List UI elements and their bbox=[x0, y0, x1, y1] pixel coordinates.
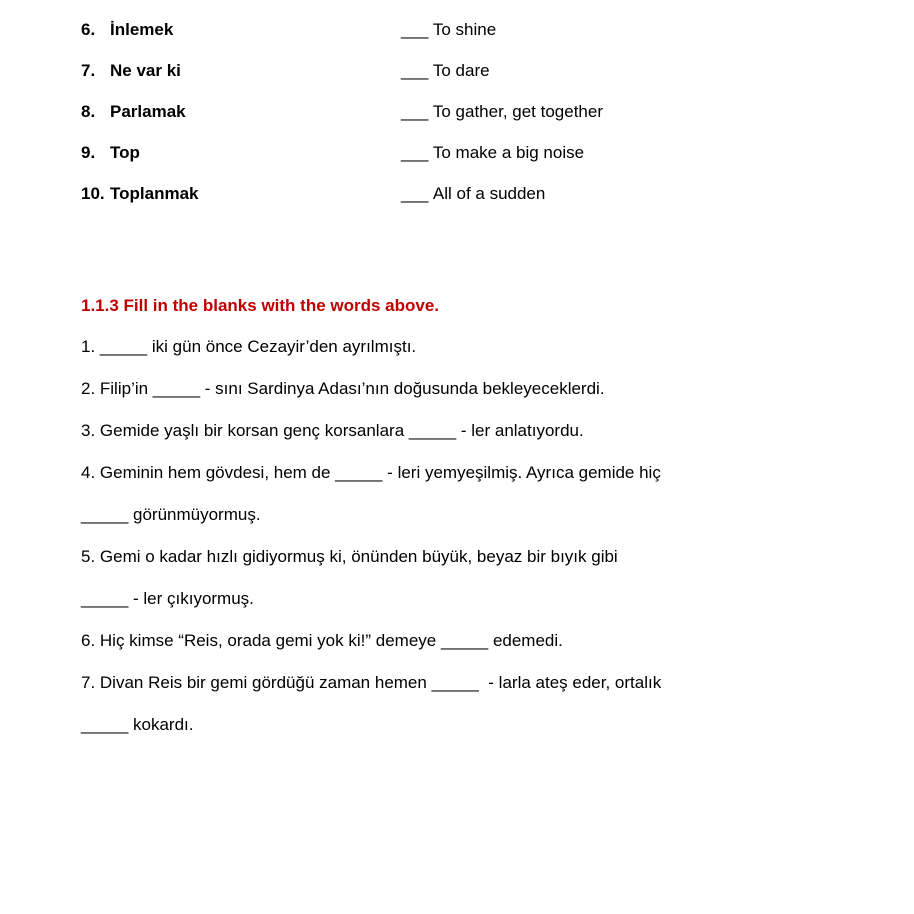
fill-in-blanks-heading: 1.1.3 Fill in the blanks with the words above. bbox=[81, 296, 440, 315]
matching-item-definition: All of a sudden bbox=[432, 184, 546, 203]
fill-in-blanks-line-continuation[interactable]: _____ görünmüyormuş. bbox=[81, 505, 261, 524]
fill-in-blanks-line[interactable]: 4. Geminin hem gövdesi, hem de _____ - leri yemyeşilmiş. Ayrıca gemide hiç bbox=[81, 463, 661, 482]
matching-row bbox=[81, 20, 854, 61]
matching-item-term: Top bbox=[110, 143, 140, 162]
matching-item-number: 10. bbox=[81, 184, 105, 203]
fill-in-blanks-line[interactable]: 6. Hiç kimse “Reis, orada gemi yok ki!” demeye _____ edemedi. bbox=[81, 631, 563, 650]
fill-in-blanks-line-continuation[interactable]: _____ kokardı. bbox=[81, 715, 194, 734]
matching-item-definition: To make a big noise bbox=[432, 143, 585, 162]
fill-in-blanks-line-continuation[interactable]: _____ - ler çıkıyormuş. bbox=[81, 589, 254, 608]
matching-item-number: 8. bbox=[81, 102, 96, 121]
section-spacer bbox=[81, 225, 854, 285]
matching-answer-blank[interactable]: ___ bbox=[401, 184, 428, 203]
matching-item-number: 7. bbox=[81, 61, 96, 80]
fill-in-blanks-line[interactable]: 3. Gemide yaşlı bir korsan genç korsanlara _____ - ler anlatıyordu. bbox=[81, 421, 584, 440]
matching-row bbox=[81, 184, 854, 225]
matching-item-term: İnlemek bbox=[110, 20, 174, 39]
fill-in-blanks-line[interactable]: 5. Gemi o kadar hızlı gidiyormuş ki, önünden büyük, beyaz bir bıyık gibi bbox=[81, 547, 618, 566]
matching-item-definition: To gather, get together bbox=[432, 102, 603, 121]
matching-item-term: Ne var ki bbox=[110, 61, 181, 80]
matching-row bbox=[81, 61, 854, 102]
matching-item-number: 9. bbox=[81, 143, 96, 162]
matching-exercise-list bbox=[81, 20, 854, 225]
matching-row bbox=[81, 102, 854, 143]
matching-item-definition: To dare bbox=[432, 61, 490, 80]
matching-answer-blank[interactable]: ___ bbox=[401, 143, 428, 162]
fill-in-blanks-line[interactable]: 7. Divan Reis bir gemi gördüğü zaman hemen _____ - larla ateş eder, ortalık bbox=[81, 673, 662, 692]
matching-item-term: Toplanmak bbox=[110, 184, 199, 203]
matching-answer-blank[interactable]: ___ bbox=[401, 20, 428, 39]
matching-answer-blank[interactable]: ___ bbox=[401, 102, 428, 121]
fill-in-blanks-line[interactable]: 2. Filip’in _____ - sını Sardinya Adası’nın doğusunda bekleyeceklerdi. bbox=[81, 379, 605, 398]
matching-answer-blank[interactable]: ___ bbox=[401, 61, 428, 80]
matching-row bbox=[81, 143, 854, 184]
fill-in-blanks-line[interactable]: 1. _____ iki gün önce Cezayir’den ayrılmıştı. bbox=[81, 337, 417, 356]
matching-item-number: 6. bbox=[81, 20, 96, 39]
matching-item-definition: To shine bbox=[432, 20, 497, 39]
matching-item-term: Parlamak bbox=[110, 102, 186, 121]
fill-in-blanks-list bbox=[81, 326, 854, 746]
